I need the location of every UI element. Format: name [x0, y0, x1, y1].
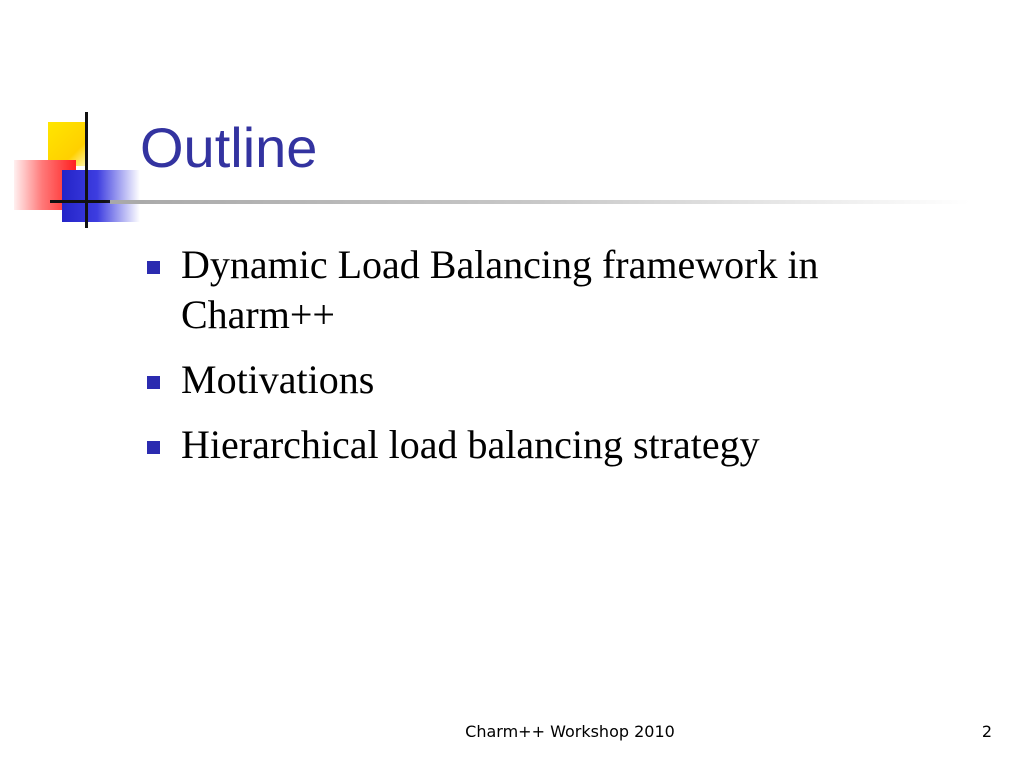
- blue-square-decoration: [62, 170, 140, 222]
- page-number: 2: [981, 722, 992, 741]
- bullet-text: Hierarchical load balancing strategy: [181, 422, 760, 467]
- bullet-text: Motivations: [181, 357, 375, 402]
- bullet-item: [144, 420, 944, 470]
- square-bullet-icon: [147, 376, 160, 389]
- bullet-text: Dynamic Load Balancing framework in Charm++: [181, 242, 819, 337]
- slide-footer: Charm++ Workshop 2010: [465, 722, 675, 741]
- bullet-item: [144, 240, 944, 340]
- title-underline-rule: [110, 200, 970, 204]
- decorative-squares-logo: [0, 0, 150, 240]
- slide-title: Outline: [140, 116, 318, 179]
- vertical-line-decoration: [85, 112, 88, 228]
- bullet-item: [144, 355, 944, 405]
- bullet-list: [144, 240, 944, 485]
- square-bullet-icon: [147, 441, 160, 454]
- square-bullet-icon: [147, 261, 160, 274]
